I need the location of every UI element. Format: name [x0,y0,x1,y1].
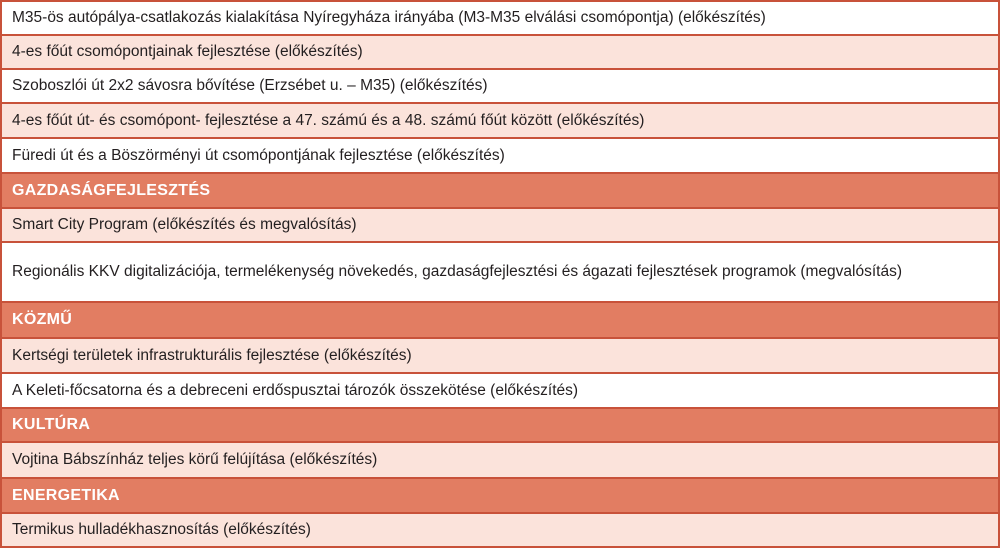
section-header-row [1,302,999,338]
table-row [1,513,999,547]
table-row [1,69,999,103]
table-row [1,103,999,138]
table-row [1,138,999,173]
table-row [1,208,999,242]
table-row [1,35,999,69]
project-item: Regionális KKV digitalizációja, termelékenység növekedés, gazdaságfejlesztési és ágazati fejlesztések programok (megvalósítás) [1,242,999,302]
section-header-energetika: ENERGETIKA [1,478,999,513]
table-row [1,442,999,478]
project-item: Smart City Program (előkészítés és megvalósítás) [1,208,999,242]
project-item: Füredi út és a Böszörményi út csomópontjának fejlesztése (előkészítés) [1,138,999,173]
section-header-row [1,408,999,442]
project-item: Kertségi területek infrastrukturális fejlesztése (előkészítés) [1,338,999,373]
section-header-kultura: KULTÚRA [1,408,999,442]
table-row [1,338,999,373]
table-row [1,1,999,35]
project-item: Vojtina Bábszínház teljes körű felújítása (előkészítés) [1,442,999,478]
project-item: 4-es főút csomópontjainak fejlesztése (előkészítés) [1,35,999,69]
table-row [1,242,999,302]
project-item: A Keleti-főcsatorna és a debreceni erdőspusztai tározók összekötése (előkészítés) [1,373,999,408]
section-header-gazdasagfejlesztes: GAZDASÁGFEJLESZTÉS [1,173,999,208]
project-item: 4-es főút út- és csomópont- fejlesztése a 47. számú és a 48. számú főút között (előkészítés) [1,103,999,138]
section-header-row [1,173,999,208]
table-row [1,373,999,408]
project-item: M35-ös autópálya-csatlakozás kialakítása Nyíregyháza irányába (M3-M35 elválási csomópontja) (előkészítés) [1,1,999,35]
section-header-kozmu: KÖZMŰ [1,302,999,338]
project-item: Termikus hulladékhasznosítás (előkészítés) [1,513,999,547]
project-item: Szoboszlói út 2x2 sávosra bővítése (Erzsébet u. – M35) (előkészítés) [1,69,999,103]
section-header-row [1,478,999,513]
